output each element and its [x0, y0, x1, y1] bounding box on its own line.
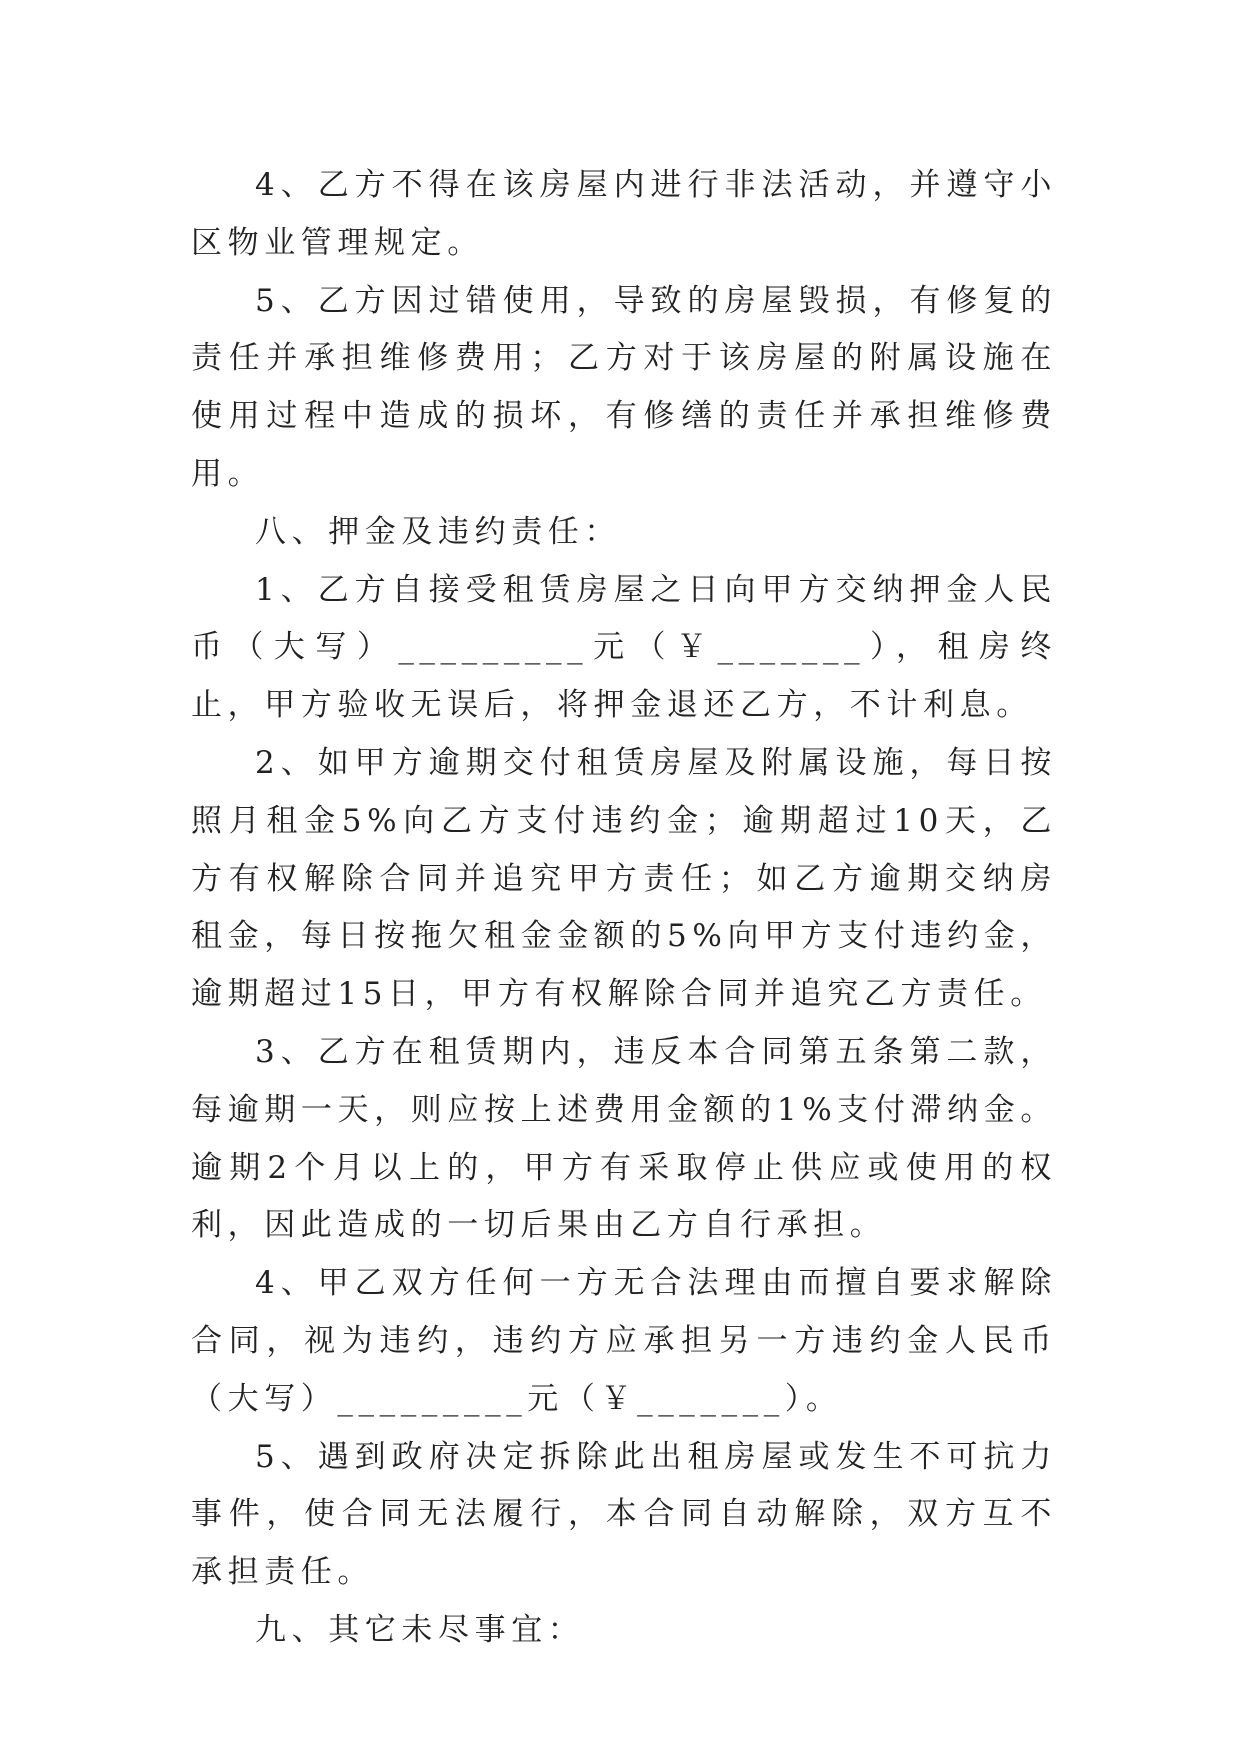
document-body [191, 157, 1057, 1660]
clause-7-5: 5、乙方因过错使用，导致的房屋毁损，有修复的责任并承担维修费用；乙方对于该房屋的附属设施在使用过程中造成的损坏，有修缮的责任并承担维修费用。 [191, 282, 1057, 492]
section-heading-other: 九、其它未尽事宜： [255, 1611, 585, 1648]
clause-7-4: 4、乙方不得在该房屋内进行非法活动，并遵守小区物业管理规定。 [191, 167, 1057, 261]
clause-8-5: 5、遇到政府决定拆除此出租房屋或发生不可抗力事件，使合同无法履行，本合同自动解除，双方互不承担责任。 [191, 1438, 1057, 1591]
section-heading-deposit: 八、押金及违约责任： [255, 513, 621, 550]
clause-8-1: 1、乙方自接受租赁房屋之日向甲方交纳押金人民币（大写）_________元（￥_______），租房终止，甲方验收无误后，将押金退还乙方，不计利息。 [191, 571, 1057, 724]
clause-8-4: 4、甲乙双方任何一方无合法理由而擅自要求解除合同，视为违约，违约方应承担另一方违约金人民币（大写）_________元（￥_______）。 [191, 1265, 1057, 1417]
clause-8-3: 3、乙方在租赁期内，违反本合同第五条第二款，每逾期一天，则应按上述费用金额的1%支付滞纳金。逾期2个月以上的，甲方有采取停止供应或使用的权利，因此造成的一切后果由乙方自行承担。 [191, 1033, 1057, 1244]
clause-8-2: 2、如甲方逾期交付租赁房屋及附属设施，每日按照月租金5%向乙方支付违约金；逾期超过10天，乙方有权解除合同并追究甲方责任；如乙方逾期交纳房租金，每日按拖欠租金金额的5%向甲方支付违约金，逾期超过15日，甲方有权解除合同并追究乙方责任。 [191, 744, 1057, 1013]
